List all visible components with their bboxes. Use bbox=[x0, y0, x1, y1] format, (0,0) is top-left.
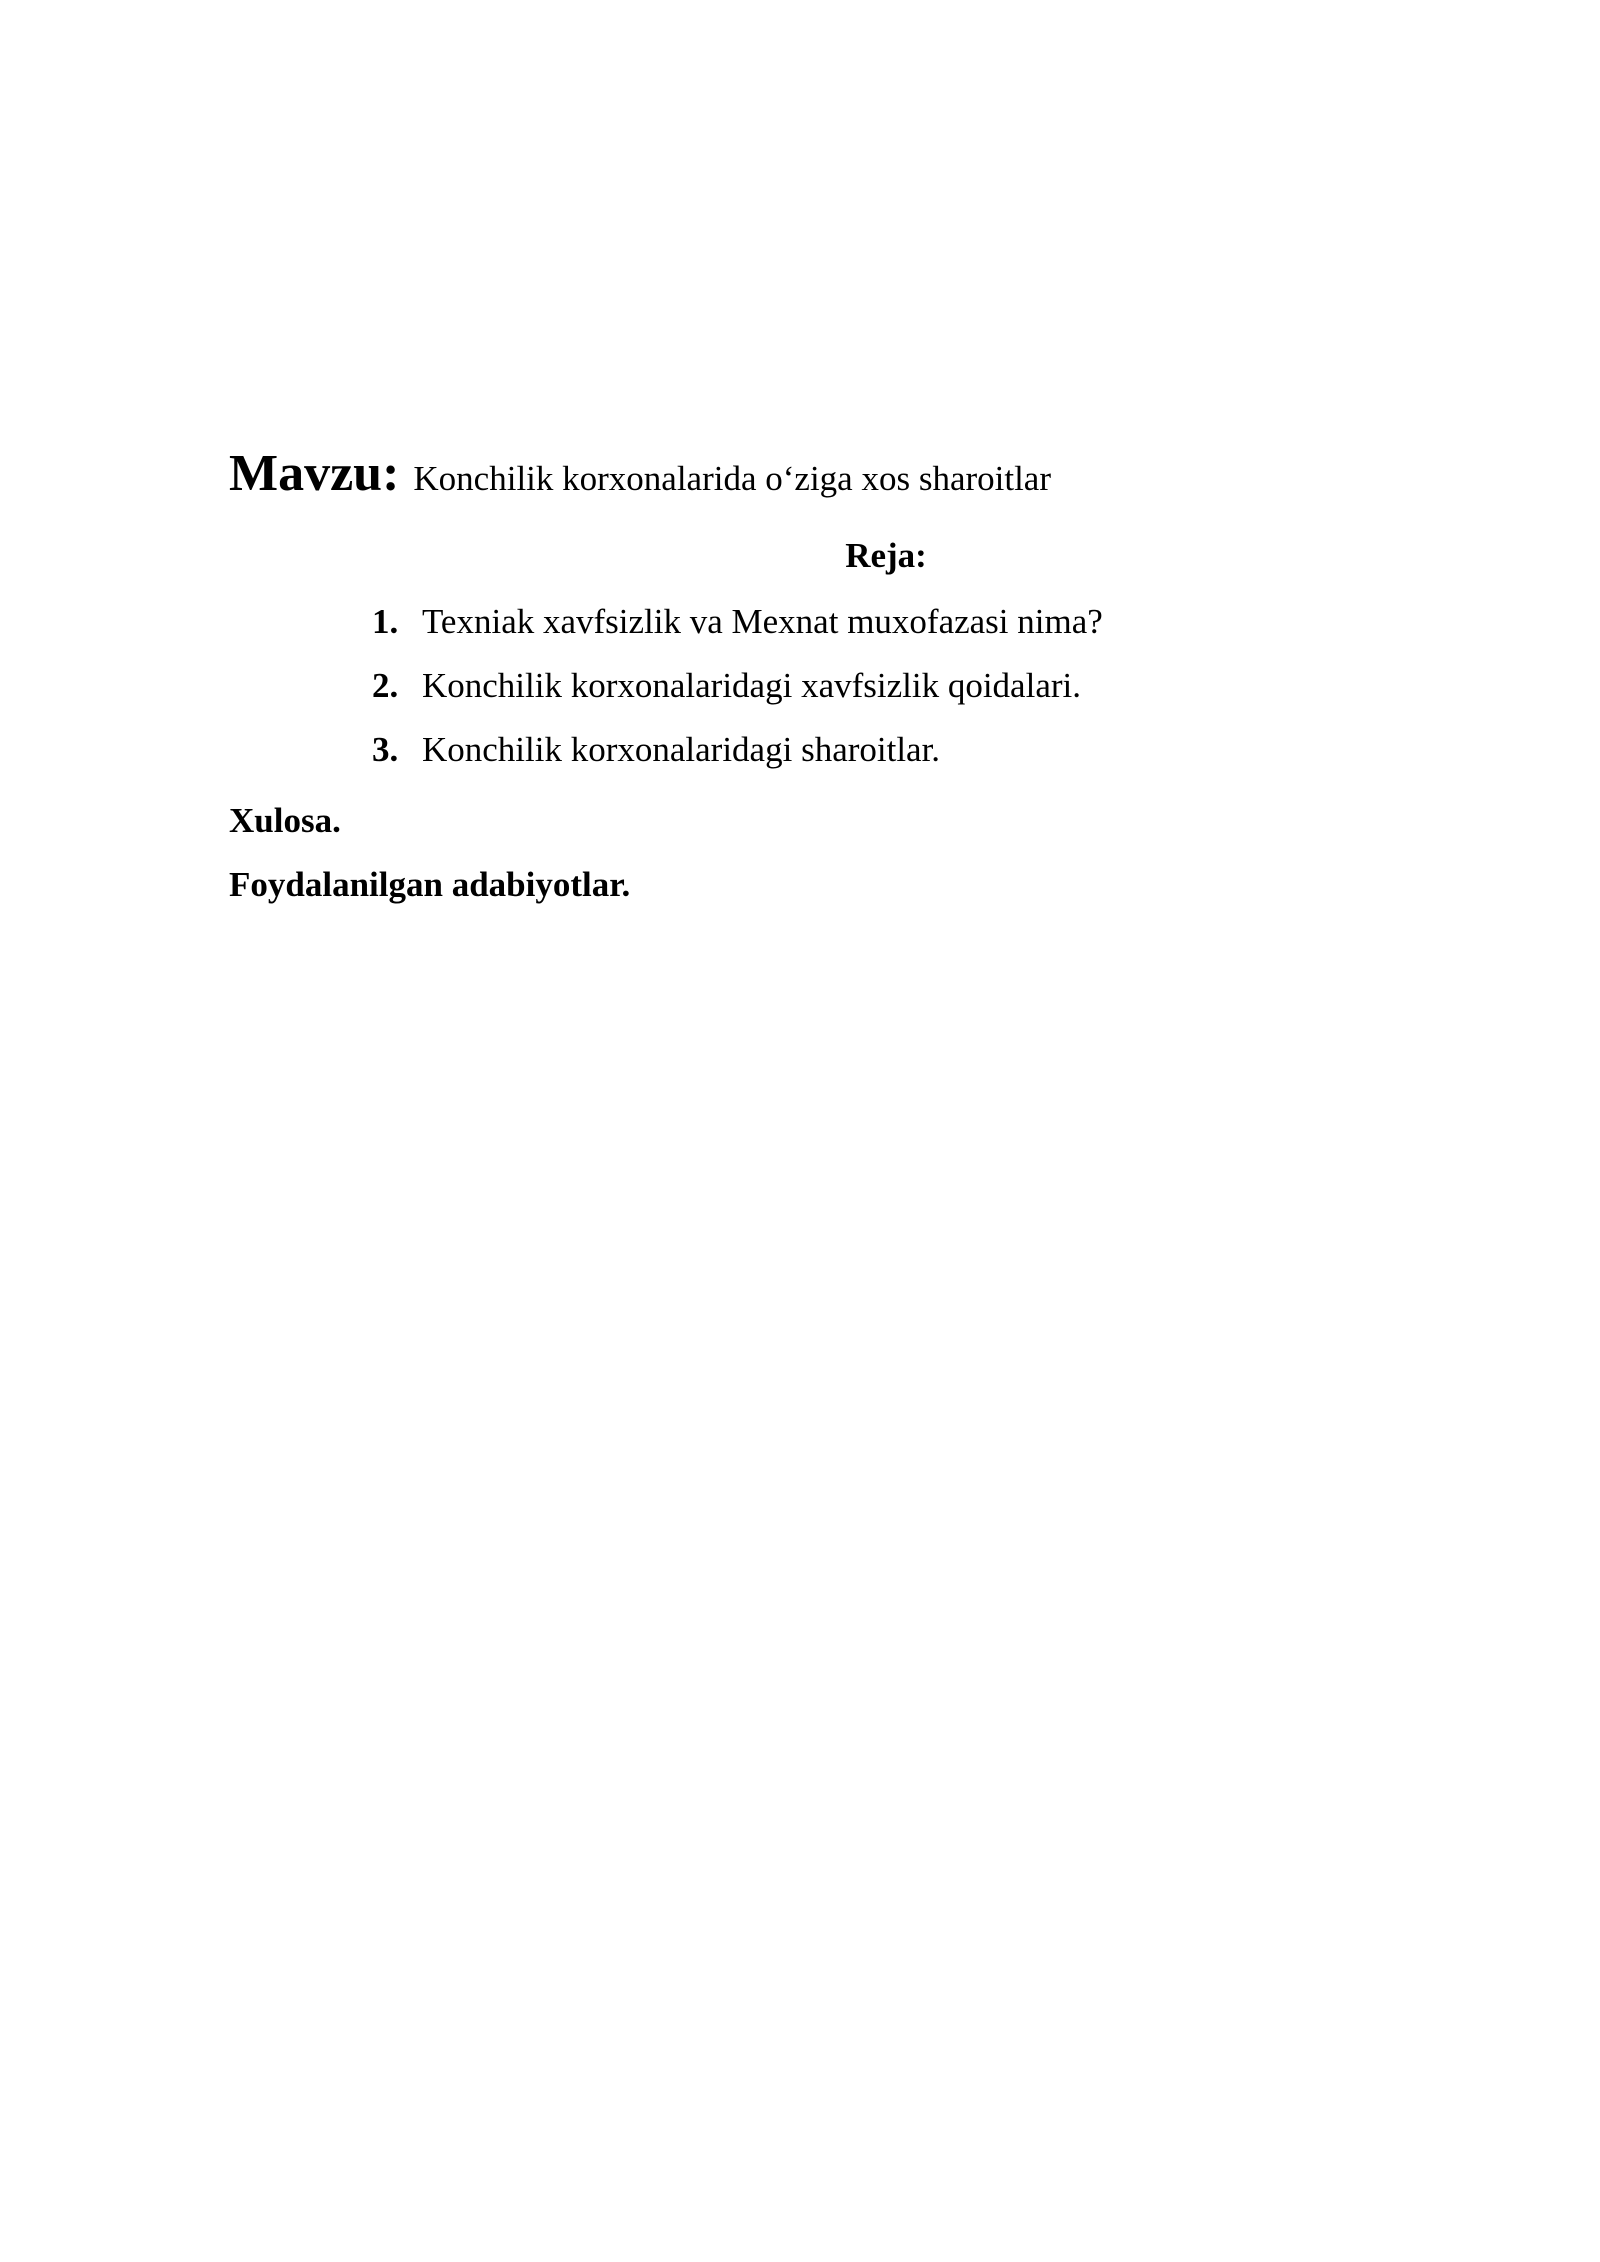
references-heading: Foydalanilgan adabiyotlar. bbox=[229, 865, 631, 904]
plan-item-number: 1. bbox=[372, 602, 399, 641]
plan-item bbox=[372, 732, 1103, 796]
topic-text: Konchilik korxonalarida o‘ziga xos sharoitlar bbox=[413, 459, 1051, 498]
plan-item-text: Texniak xavfsizlik va Mexnat muxofazasi nima? bbox=[422, 602, 1103, 641]
topic-label: Mavzu: bbox=[229, 445, 400, 502]
plan-item-text: Konchilik korxonalaridagi xavfsizlik qoidalari. bbox=[422, 666, 1081, 705]
plan-heading: Reja: bbox=[845, 536, 927, 575]
conclusion-heading: Xulosa. bbox=[229, 801, 341, 840]
plan-item-text: Konchilik korxonalaridagi sharoitlar. bbox=[422, 730, 941, 769]
plan-item-number: 2. bbox=[372, 666, 399, 705]
plan-list bbox=[372, 604, 1103, 796]
plan-item-number: 3. bbox=[372, 730, 399, 769]
topic-line bbox=[229, 445, 1051, 502]
plan-item bbox=[372, 668, 1103, 732]
plan-item bbox=[372, 604, 1103, 668]
